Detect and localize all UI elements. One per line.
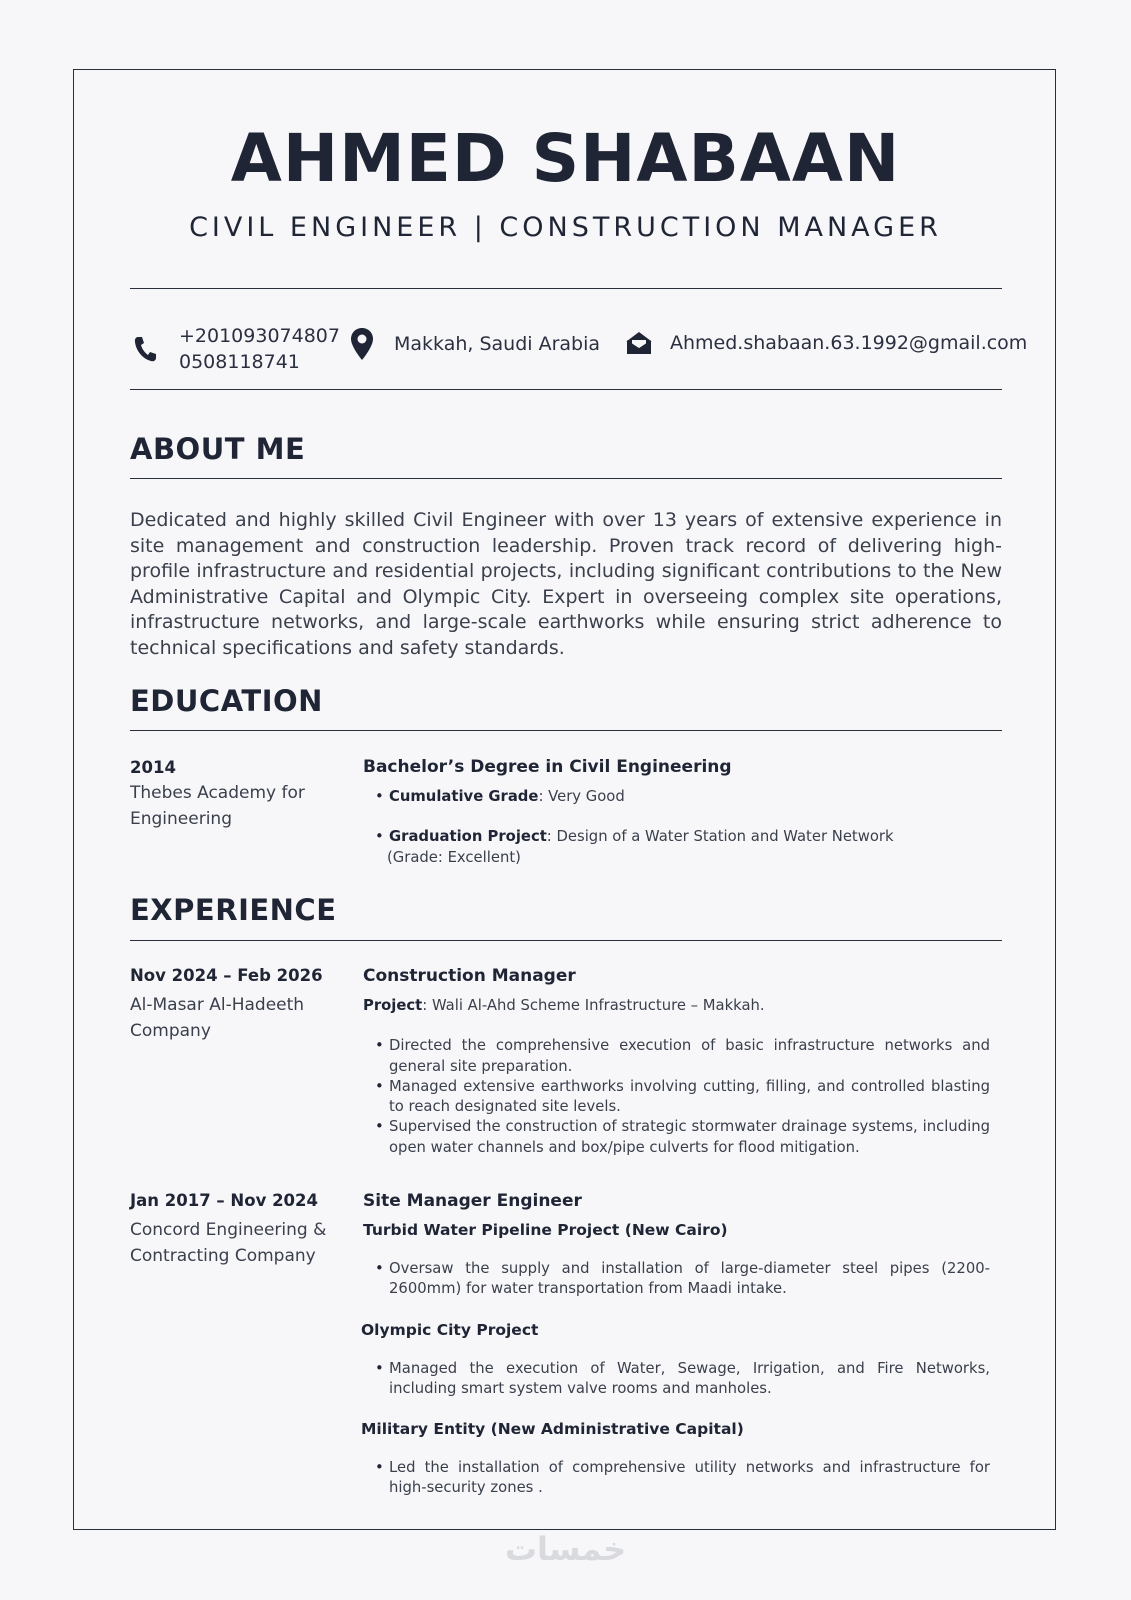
job-dates: Nov 2024 – Feb 2026 bbox=[130, 966, 323, 985]
job-meta bbox=[130, 1191, 340, 1269]
envelope-icon bbox=[626, 331, 652, 355]
job-details bbox=[363, 966, 990, 1158]
about-text: Dedicated and highly skilled Civil Engineer with over 13 years of extensive experience in site management and construction leadership. Proven track record of delivering high-profile infrastructure and residential projects, including significant contributions to the New Administrative Capital and Olympic City. Expert in overseeing complex site operations, infrastructure networks, and large-scale earthworks while ensuring strict adherence to technical specifications and safety standards. bbox=[130, 509, 1002, 659]
list-item: • Graduation Project: Design of a Water Station and Water Network (Grade: Excellent) bbox=[363, 827, 990, 868]
resume-name: AHMED SHABAAN bbox=[230, 120, 901, 197]
phone-number-secondary[interactable]: 0508118741 bbox=[179, 351, 300, 373]
watermark-logo: خمسات bbox=[504, 1530, 627, 1568]
job-project: Project: Wali Al-Ahd Scheme Infrastructure – Makkah. bbox=[363, 997, 765, 1014]
divider bbox=[130, 478, 1002, 479]
list-item: • Oversaw the supply and installation of large-diameter steel pipes (2200-2600mm) for water transportation from Maadi intake. bbox=[363, 1259, 990, 1300]
project-title: Turbid Water Pipeline Project (New Cairo) bbox=[363, 1221, 728, 1239]
location-pin-icon bbox=[350, 327, 374, 361]
contact-location bbox=[350, 327, 600, 361]
job-role: Site Manager Engineer bbox=[363, 1191, 582, 1211]
job-role: Construction Manager bbox=[363, 966, 576, 986]
experience-heading: EXPERIENCE bbox=[130, 893, 337, 927]
contact-email bbox=[626, 331, 1027, 355]
divider bbox=[130, 389, 1002, 390]
education-institution: Thebes Academy for Engineering bbox=[130, 783, 305, 829]
job-meta bbox=[130, 966, 340, 1044]
education-details bbox=[363, 757, 990, 868]
phone-icon bbox=[133, 335, 157, 363]
list-item: • Supervised the construction of strategic stormwater drainage systems, including open water channels and box/pipe culverts for flood mitigation. bbox=[363, 1117, 990, 1158]
list-item: • Managed extensive earthworks involving cutting, filling, and controlled blasting to reach designated site levels. bbox=[363, 1077, 990, 1118]
divider bbox=[130, 288, 1002, 289]
location-text: Makkah, Saudi Arabia bbox=[394, 333, 601, 355]
degree-title: Bachelor’s Degree in Civil Engineering bbox=[363, 757, 732, 777]
about-heading: ABOUT ME bbox=[130, 432, 306, 466]
list-item: • Led the installation of comprehensive utility networks and infrastructure for high-security zones . bbox=[363, 1458, 990, 1499]
education-year: 2014 bbox=[130, 758, 176, 777]
list-item: • Directed the comprehensive execution of basic infrastructure networks and general site preparation. bbox=[363, 1036, 990, 1077]
job-company: Al-Masar Al-Hadeeth Company bbox=[130, 995, 305, 1041]
job-details bbox=[363, 1191, 990, 1499]
divider bbox=[130, 730, 1002, 731]
resume-title: CIVIL ENGINEER | CONSTRUCTION MANAGER bbox=[189, 212, 942, 243]
list-item: • Managed the execution of Water, Sewage, Irrigation, and Fire Networks, including smart system valve rooms and manholes. bbox=[363, 1359, 990, 1400]
project-title: Olympic City Project bbox=[361, 1320, 539, 1339]
project-title: Military Entity (New Administrative Capital) bbox=[361, 1420, 744, 1439]
divider bbox=[130, 940, 1002, 941]
education-meta bbox=[130, 758, 340, 832]
phone-number-primary[interactable]: +201093074807 bbox=[179, 325, 340, 347]
list-item: • Cumulative Grade: Very Good bbox=[363, 787, 990, 807]
education-heading: EDUCATION bbox=[130, 684, 323, 718]
contact-phone bbox=[133, 323, 340, 375]
job-dates: Jan 2017 – Nov 2024 bbox=[130, 1191, 318, 1210]
email-link[interactable]: Ahmed.shabaan.63.1992@gmail.com bbox=[670, 332, 1028, 354]
job-company: Concord Engineering & Contracting Company bbox=[130, 1220, 327, 1266]
